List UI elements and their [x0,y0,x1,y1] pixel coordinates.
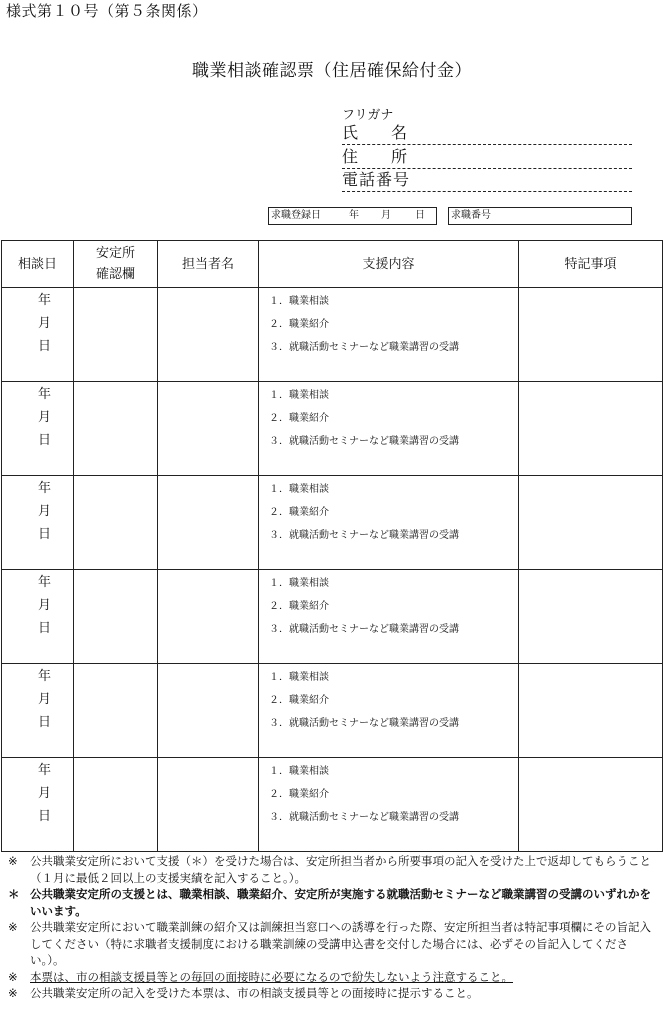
note-item [8,853,660,886]
table-row [2,382,663,476]
consultation-date-cell[interactable] [2,758,74,852]
support-option[interactable]: ２．職業紹介 [269,319,329,330]
date-month-label: 月 [37,598,51,613]
job-seeker-number-box[interactable] [448,207,632,225]
furigana-label: フリガナ [342,108,394,123]
support-option[interactable]: ３．就職活動セミナーなど職業講習の受講 [269,812,459,823]
name-field[interactable] [342,124,632,145]
support-content-cell[interactable] [259,288,519,382]
date-day-label: 日 [37,527,51,542]
remarks-cell[interactable] [519,382,663,476]
header-support-content: 支援内容 [259,241,519,288]
address-label-char1: 住 [342,147,359,166]
remarks-cell[interactable] [519,758,663,852]
header-remarks: 特記事項 [519,241,663,288]
job-seeker-number-label: 求職番号 [451,210,491,221]
date-month-label: 月 [37,410,51,425]
header-staff-name: 担当者名 [158,241,259,288]
support-option[interactable]: １．職業相談 [269,390,329,401]
date-year-label: 年 [37,387,51,402]
table-row [2,570,663,664]
note-text: 公共職業安定所において職業訓練の紹介又は訓練担当窓口への誘導を行った際、安定所担当者は特記事項欄にその旨記入してください（特に求職者支援制度における職業訓練の受講申込書を交付した場合には、必ずその旨記入してください。）。 [30,920,651,967]
support-option[interactable]: ３．就職活動セミナーなど職業講習の受講 [269,718,459,729]
remarks-cell[interactable] [519,570,663,664]
date-year-label: 年 [37,481,51,496]
date-day-label: 日 [37,339,51,354]
date-day-label: 日 [37,809,51,824]
remarks-cell[interactable] [519,288,663,382]
consultation-date-cell[interactable] [2,382,74,476]
registration-month-label: 月 [381,210,391,221]
office-confirmation-cell[interactable] [74,664,158,758]
support-option[interactable]: １．職業相談 [269,296,329,307]
note-text: 公共職業安定所の記入を受けた本票は、市の相談支援員等との面接時に提示すること。 [30,986,479,1000]
date-year-label: 年 [37,575,51,590]
table-row [2,664,663,758]
note-mark: ＊ [8,887,20,901]
note-item [8,985,660,1002]
page-title: 職業相談確認票（住居確保給付金） [192,61,472,81]
support-content-cell[interactable] [259,476,519,570]
support-option[interactable]: ３．就職活動セミナーなど職業講習の受講 [269,436,459,447]
support-content-cell[interactable] [259,664,519,758]
office-confirmation-cell[interactable] [74,758,158,852]
support-option[interactable]: １．職業相談 [269,484,329,495]
office-confirmation-cell[interactable] [74,288,158,382]
table-row [2,288,663,382]
registration-date-box[interactable] [268,207,437,225]
header-consultation-date: 相談日 [2,241,74,288]
support-option[interactable]: ２．職業紹介 [269,695,329,706]
address-field[interactable] [342,148,632,169]
note-text: 本票は、市の相談支援員等との毎回の面接時に必要になるので紛失しないよう注意すること。 [30,969,513,984]
registration-year-label: 年 [349,210,359,221]
staff-name-cell[interactable] [158,476,259,570]
consultation-date-cell[interactable] [2,664,74,758]
date-year-label: 年 [37,669,51,684]
name-label-char2: 名 [391,123,408,142]
support-option[interactable]: １．職業相談 [269,766,329,777]
name-label-char1: 氏 [342,123,359,142]
remarks-cell[interactable] [519,476,663,570]
office-confirmation-cell[interactable] [74,476,158,570]
note-item [8,919,660,969]
header-office-confirmation-line2: 確認欄 [95,267,135,282]
note-mark: ※ [8,969,18,984]
note-text: 公共職業安定所において支援（＊）を受けた場合は、安定所担当者から所要事項の記入を受けた上で返却してもらうこと（１月に最低２回以上の支援実績を記入すること。）。 [30,854,651,885]
date-month-label: 月 [37,504,51,519]
support-content-cell[interactable] [259,758,519,852]
table-header-row [2,241,663,288]
note-mark: ※ [8,920,18,934]
date-year-label: 年 [37,763,51,778]
date-year-label: 年 [37,293,51,308]
office-confirmation-cell[interactable] [74,570,158,664]
support-content-cell[interactable] [259,382,519,476]
address-label-char2: 所 [391,147,408,166]
support-option[interactable]: ３．就職活動セミナーなど職業講習の受講 [269,624,459,635]
note-mark: ※ [8,854,18,868]
consultation-log-table [1,240,663,852]
support-option[interactable]: １．職業相談 [269,578,329,589]
staff-name-cell[interactable] [158,288,259,382]
support-content-cell[interactable] [259,570,519,664]
consultation-date-cell[interactable] [2,476,74,570]
header-office-confirmation-line1: 安定所 [95,246,135,261]
phone-label: 電話番号 [342,170,411,189]
note-item [8,969,660,986]
header-office-confirmation [74,241,158,288]
registration-date-label: 求職登録日 [271,210,321,221]
note-item [8,886,660,919]
consultation-date-cell[interactable] [2,570,74,664]
date-day-label: 日 [37,621,51,636]
note-mark: ※ [8,986,18,1000]
consultation-date-cell[interactable] [2,288,74,382]
support-option[interactable]: ２．職業紹介 [269,413,329,424]
table-row [2,476,663,570]
support-option[interactable]: ２．職業紹介 [269,789,329,800]
table-row [2,758,663,852]
remarks-cell[interactable] [519,664,663,758]
date-day-label: 日 [37,715,51,730]
date-month-label: 月 [37,786,51,801]
form-number: 様式第１０号（第５条関係） [6,2,208,20]
date-month-label: 月 [37,316,51,331]
registration-day-label: 日 [415,210,425,221]
staff-name-cell[interactable] [158,664,259,758]
notes-section [8,853,660,1002]
staff-name-cell[interactable] [158,382,259,476]
date-month-label: 月 [37,692,51,707]
date-day-label: 日 [37,433,51,448]
staff-name-cell[interactable] [158,758,259,852]
note-text: 公共職業安定所の支援とは、職業相談、職業紹介、安定所が実施する就職活動セミナーなど職業講習の受講のいずれかをいいます。 [30,887,651,918]
phone-field[interactable] [342,171,632,192]
support-option[interactable]: ２．職業紹介 [269,507,329,518]
support-option[interactable]: ３．就職活動セミナーなど職業講習の受講 [269,342,459,353]
office-confirmation-cell[interactable] [74,382,158,476]
support-option[interactable]: １．職業相談 [269,672,329,683]
support-option[interactable]: ３．就職活動セミナーなど職業講習の受講 [269,530,459,541]
support-option[interactable]: ２．職業紹介 [269,601,329,612]
staff-name-cell[interactable] [158,570,259,664]
